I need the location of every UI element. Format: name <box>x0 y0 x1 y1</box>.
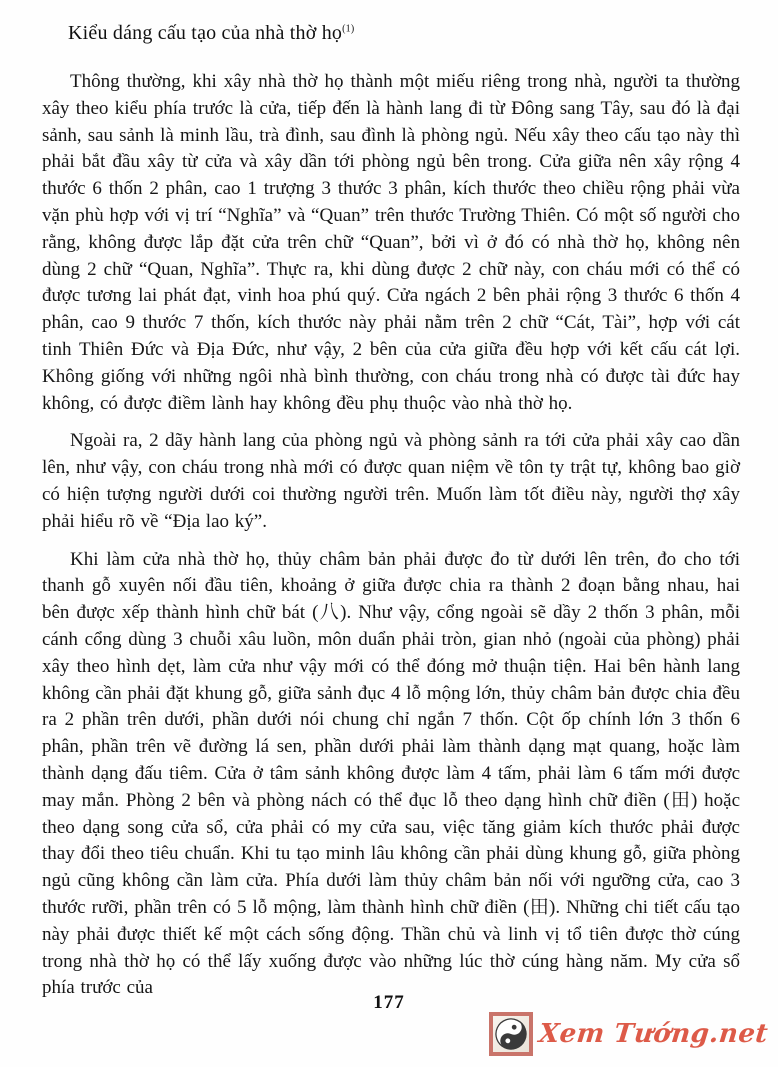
paragraph-1: Thông thường, khi xây nhà thờ họ thành một miếu riêng trong nhà, người ta thường xây theo kiểu phía trước là cửa, tiếp đến là hành lang đi từ Đông sang Tây, sau đó là đại sảnh, sau sảnh là minh lầu, trà đình, sau đình là phòng ngủ. Nếu xây theo cấu tạo này thì phải bắt đầu xây từ cửa và xây dần tới phòng ngủ bên trong. Cửa giữa nên xây rộng 4 thước 6 thốn 2 phân, cao 1 trượng 3 thước 3 phân, kích thước theo chiều rộng phải vừa vặn phù hợp với vị trí “Nghĩa” và “Quan” trên thước Trường Thiên. Có một số người cho rằng, không được lắp đặt cửa trên chữ “Quan”, bởi vì ở đó có nhà thờ họ, không nên dùng 2 chữ “Quan, Nghĩa”. Thực ra, khi dùng được 2 chữ này, con cháu mới có thể có được tương lai phát đạt, vinh hoa phú quý. Cửa ngách 2 bên phải rộng 3 thước 6 thốn 4 phân, cao 9 thước 7 thốn, kích thước này phải nằm trên 2 chữ “Cát, Tài”, hợp với cát tinh Thiên Đức và Địa Đức, như vậy, 2 bên của cửa giữa đều hợp với kết cấu cát lợi. Không giống với những ngôi nhà bình thường, con cháu trong nhà có được tài đức hay không, có được điềm lành hay không đều phụ thuộc vào nhà thờ họ. <box>42 71 740 414</box>
page-title <box>68 22 740 45</box>
watermark-text: Xem Tướng.net <box>537 1019 770 1049</box>
page-title-text: Kiểu dáng cấu tạo của nhà thờ họ <box>68 22 343 44</box>
watermark-logo <box>489 1012 768 1056</box>
paragraph-3: Khi làm cửa nhà thờ họ, thủy châm bản phải được đo từ dưới lên trên, đo cho tới thanh gỗ xuyên nối đầu tiên, khoảng ở giữa được chia ra thành 2 đoạn bằng nhau, hai bên được xếp thành hình chữ bát (八). Như vậy, cổng ngoài sẽ dầy 2 thốn 3 phân, mỗi cánh cổng dùng 3 chuỗi xâu luồn, môn duẩn phải tròn, gian nhỏ (ngoài của phòng) phải xây theo hình dẹt, làm cửa như vậy mới có thể đóng mở thuận tiện. Hai bên hành lang không cần phải đặt khung gỗ, giữa sảnh đục 4 lỗ mộng lớn, thủy châm bản được chia đều ra 2 phần trên dưới, phần dưới nói chung chỉ ngắn 7 thốn. Cột ốp chính lớn 3 thốn 6 phân, phần trên vẽ đường lá sen, phần dưới phải làm thành dạng mạt quang, hoặc làm thành dạng đấu tiêm. Cửa ở tâm sảnh không được làm 4 tấm, phải làm 6 tấm mới được may mắn. Phòng 2 bên và phòng nách có thể đục lỗ theo dạng hình chữ điền (田) hoặc theo dạng song cửa sổ, cửa phải có my cửa sau, việc tăng giảm kích thước phải được thay đổi theo tiêu chuẩn. Khi tu tạo minh lâu không cần phải dùng khung gỗ, giữa phòng ngủ cũng không cần làm cửa. Phía dưới làm thủy châm bản nối với ngưỡng cửa, cao 3 thước rưỡi, phần trên có 5 lỗ mộng, làm thành hình chữ điền (田). Những chi tiết cấu tạo này phải được thiết kế một cách sống động. Thần chủ và linh vị tổ tiên được thờ cúng trong nhà thờ họ có thể lấy xuống được vào những lúc thờ cúng hàng năm. My cửa sổ phía trước của <box>42 548 740 999</box>
yin-yang-icon <box>489 1012 533 1056</box>
paragraph-2: Ngoài ra, 2 dãy hành lang của phòng ngủ và phòng sảnh ra tới cửa phải xây cao dần lên, như vậy, con cháu trong nhà mới có được quan niệm về tôn ty trật tự, không bao giờ có hiện tượng người dưới coi thường người trên. Muốn làm tốt điều này, người thợ xây phải hiểu rõ về “Địa lao ký”. <box>42 430 740 532</box>
page-number: 177 <box>373 992 405 1013</box>
footnote-marker: (1) <box>342 23 355 35</box>
